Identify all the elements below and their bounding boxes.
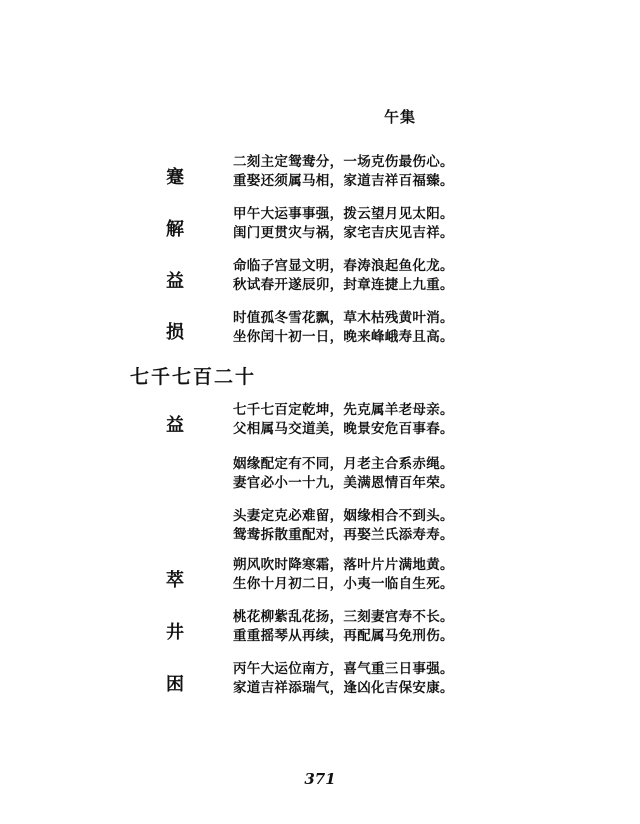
page-number: 371	[304, 770, 336, 788]
verse-line: 坐你闰十初一日，晚来峰峨寿且高。	[233, 329, 454, 345]
verse-line: 甲午大运事事强，拨云望月见太阳。	[233, 206, 454, 222]
verse-line: 桃花柳紫乱花扬，三刻妻宫寿不长。	[233, 609, 454, 625]
section-title: 七千七百二十	[130, 366, 257, 388]
hexagram-name: 困	[166, 674, 184, 695]
verse-line: 二刻主定鸳鸯分，一场克伤最伤心。	[233, 154, 454, 170]
hexagram-name: 蹇	[166, 167, 184, 188]
hexagram-name: 萃	[166, 570, 184, 591]
verse-line: 命临子宫显文明，春涛浪起鱼化龙。	[233, 258, 454, 274]
hexagram-name: 益	[166, 271, 184, 292]
verse-line: 鸳鸯拆散重配对，再娶兰氏添寿寿。	[233, 527, 454, 543]
hexagram-name: 井	[166, 622, 184, 643]
verse-line: 七千七百定乾坤，先克属羊老母亲。	[233, 402, 454, 418]
verse-line: 生你十月初二日，小夷一临自生死。	[233, 576, 454, 592]
verse-line: 秋试春开遂辰卯，封章连捷上九重。	[233, 277, 454, 293]
verse-line: 闺门更贯灾与祸，家宅吉庆见吉祥。	[233, 225, 454, 241]
verse-line: 朔风吹时降寒霜，落叶片片满地黄。	[233, 557, 454, 573]
verse-line: 家道吉祥添瑞气，逢凶化吉保安康。	[233, 680, 454, 696]
hexagram-name: 益	[166, 415, 184, 436]
verse-line: 父相属马交道美，晚景安危百事春。	[233, 421, 454, 437]
verse-line: 姻缘配定有不同，月老主合系赤绳。	[233, 456, 454, 472]
hexagram-name: 解	[166, 219, 184, 240]
verse-line: 丙午大运位南方，喜气重三日事强。	[233, 661, 454, 677]
hexagram-name: 损	[166, 322, 184, 343]
verse-line: 妻官必小一十九，美满恩情百年荣。	[233, 475, 454, 491]
verse-line: 重重摇琴从再续，再配属马免刑伤。	[233, 628, 454, 644]
verse-line: 时值孤冬雪花飘，草木枯残黄叶消。	[233, 310, 454, 326]
running-head: 午集	[384, 108, 417, 126]
verse-line: 重娶还须属马相，家道吉祥百福臻。	[233, 173, 454, 189]
verse-line: 头妻定克必难留，姻缘相合不到头。	[233, 508, 454, 524]
